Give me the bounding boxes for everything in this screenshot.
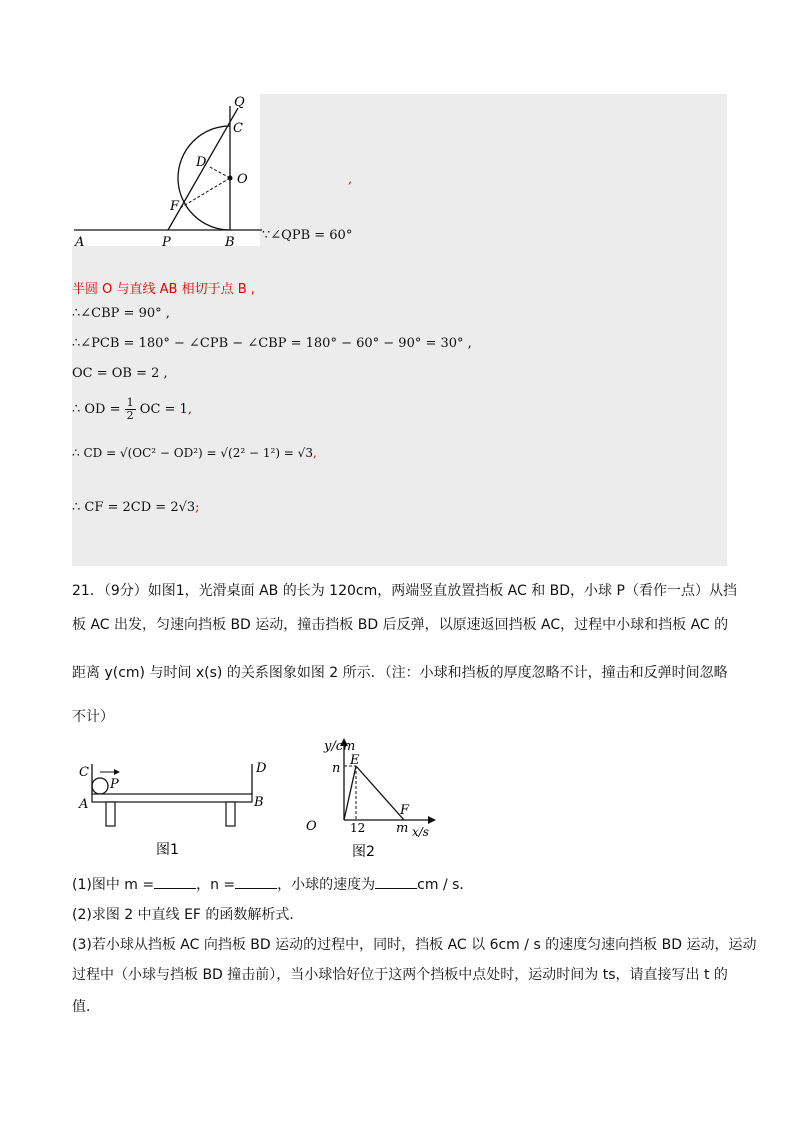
semicircle xyxy=(178,126,230,230)
fig2-xlabel: x/s xyxy=(412,825,429,839)
fig1-label-b: B xyxy=(254,795,264,810)
fig2-ylabel: y/cm xyxy=(324,739,356,754)
l7-end: ; xyxy=(195,500,200,515)
label-d: D xyxy=(196,155,207,170)
label-b: B xyxy=(225,235,235,250)
problem-line-4: 不计） xyxy=(72,709,114,725)
fig1-caption: 图1 xyxy=(156,842,179,858)
q1-part-a: (1)图中 m = xyxy=(72,877,155,893)
fig2-label-f: F xyxy=(400,803,410,818)
segment-ef xyxy=(356,766,404,820)
label-f: F xyxy=(170,199,180,214)
x-arrow xyxy=(428,816,436,824)
fig2-tick-12: 12 xyxy=(350,821,366,835)
table-leg-left xyxy=(106,802,115,826)
segment-od xyxy=(208,166,230,178)
arrow-head xyxy=(114,769,120,775)
l6-text: ∴ CD = √(OC² − OD²) = √(2² − 1²) = √3 xyxy=(72,446,313,460)
l5-end: , xyxy=(187,402,192,417)
table-top xyxy=(92,794,252,802)
l5-post: OC = 1 xyxy=(139,402,188,417)
solution-line-2: ∴∠CBP = 90° , xyxy=(72,306,170,321)
question-3-line-1: (3)若小球从挡板 AC 向挡板 BD 运动的过程中，同时，挡板 AC 以 6cm / s 的速度匀速向挡板 BD 运动，运动 xyxy=(72,937,757,953)
solution-line-7 xyxy=(72,500,200,515)
q1-part-b: ，n = xyxy=(196,877,236,893)
fig1-label-d: D xyxy=(256,761,266,776)
fig2-label-e: E xyxy=(350,753,360,768)
fig2-label-n: n xyxy=(332,761,341,776)
q1-part-d: cm / s． xyxy=(417,877,474,893)
fraction-half xyxy=(125,397,136,422)
table-leg-right xyxy=(226,802,235,826)
blank-m xyxy=(154,876,196,889)
fig1-label-a: A xyxy=(79,797,89,812)
question-1 xyxy=(72,874,473,894)
fig1-label-c: C xyxy=(79,765,89,780)
solution-line-6 xyxy=(72,446,317,460)
problem-line-2: 板 AC 出发，匀速向挡板 BD 运动，撞击挡板 BD 后反弹，以原速返回挡板 AC，过程中小球和挡板 AC 的 xyxy=(72,617,729,633)
segment-oe xyxy=(344,766,356,820)
label-c: C xyxy=(233,121,243,136)
fig2-label-m: m xyxy=(396,821,409,836)
label-q: Q xyxy=(234,95,245,110)
l7-text: ∴ CF = 2CD = 2√3 xyxy=(72,500,196,515)
geometry-figure xyxy=(72,94,272,254)
frac-num: 1 xyxy=(126,396,134,409)
blank-n xyxy=(235,876,277,889)
given-angle: ∵∠QPB = 60° xyxy=(262,228,353,243)
l6-end: , xyxy=(312,446,317,460)
label-p: P xyxy=(162,235,171,250)
figure-1 xyxy=(76,758,266,868)
figure-2 xyxy=(300,734,450,864)
ball-p xyxy=(92,778,108,794)
l5-pre: ∴ OD = xyxy=(72,402,121,417)
point-o xyxy=(228,176,233,181)
question-3-line-3: 值． xyxy=(72,999,100,1015)
fig1-label-p: P xyxy=(110,777,119,792)
q1-part-c: ，小球的速度为 xyxy=(277,877,376,893)
fig2-caption: 图2 xyxy=(352,844,375,860)
label-a: A xyxy=(75,235,85,250)
frac-den: 2 xyxy=(126,409,134,422)
question-2: (2)求图 2 中直线 EF 的函数解析式． xyxy=(72,907,304,923)
red-comma: , xyxy=(348,172,353,187)
label-o: O xyxy=(237,172,248,187)
solution-line-3: ∴∠PCB = 180° − ∠CPB − ∠CBP = 180° − 60° − 90° = 30° , xyxy=(72,336,472,351)
fig2-label-o: O xyxy=(306,819,317,834)
solution-line-1: 半圆 O 与直线 AB 相切于点 B , xyxy=(72,282,255,297)
solution-line-4: OC = OB = 2 , xyxy=(72,366,168,381)
segment-of xyxy=(180,178,230,208)
problem-line-3: 距离 y(cm) 与时间 x(s) 的关系图象如图 2 所示．（注：小球和挡板的厚度忽略不计，撞击和反弹时间忽略 xyxy=(72,665,728,681)
question-3-line-2: 过程中（小球与挡板 BD 撞击前），当小球恰好位于这两个挡板中点处时，运动时间为 ts，请直接写出 t 的 xyxy=(72,967,728,983)
blank-speed xyxy=(375,876,417,889)
solution-line-5 xyxy=(72,397,192,422)
problem-line-1: 21．（9分）如图1，光滑桌面 AB 的长为 120cm，两端竖直放置挡板 AC 和 BD，小球 P（看作一点）从挡 xyxy=(72,583,737,599)
